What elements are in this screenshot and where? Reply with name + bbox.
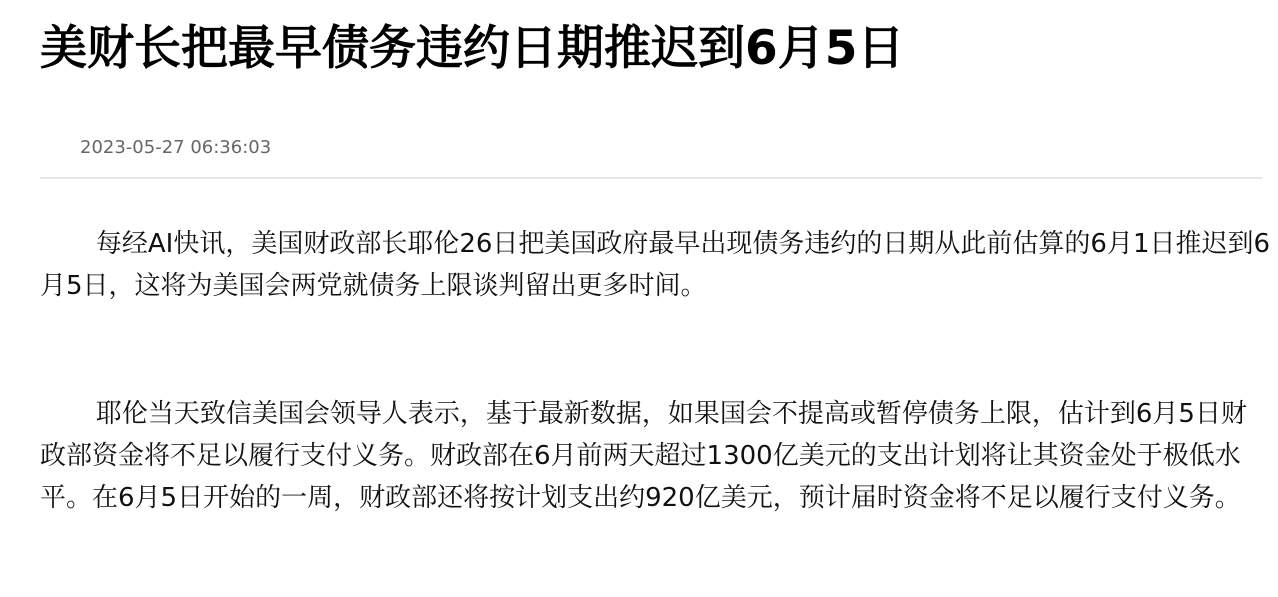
article-timestamp: 2023-05-27 06:36:03: [80, 137, 272, 158]
article-paragraph: 耶伦当天致信美国会领导人表示，基于最新数据，如果国会不提高或暂停债务上限，估计到6月5日财政部资金将不足以履行支付义务。财政部在6月前两天超过1300亿美元的支出计划将让其资金处于极低水平。在6月5日开始的一周，财政部还将按计划支出约920亿美元，预计届时资金将不足以履行支付义务。: [40, 399, 1247, 513]
article-title: 美财长把最早债务违约日期推迟到6月5日: [40, 21, 905, 76]
header-divider: [40, 177, 1262, 179]
article-body: [40, 223, 1272, 519]
article-paragraph: 每经AI快讯，美国财政部长耶伦26日把美国政府最早出现债务违约的日期从此前估算的6月1日推迟到6月5日，这将为美国会两党就债务上限谈判留出更多时间。: [40, 229, 1271, 301]
